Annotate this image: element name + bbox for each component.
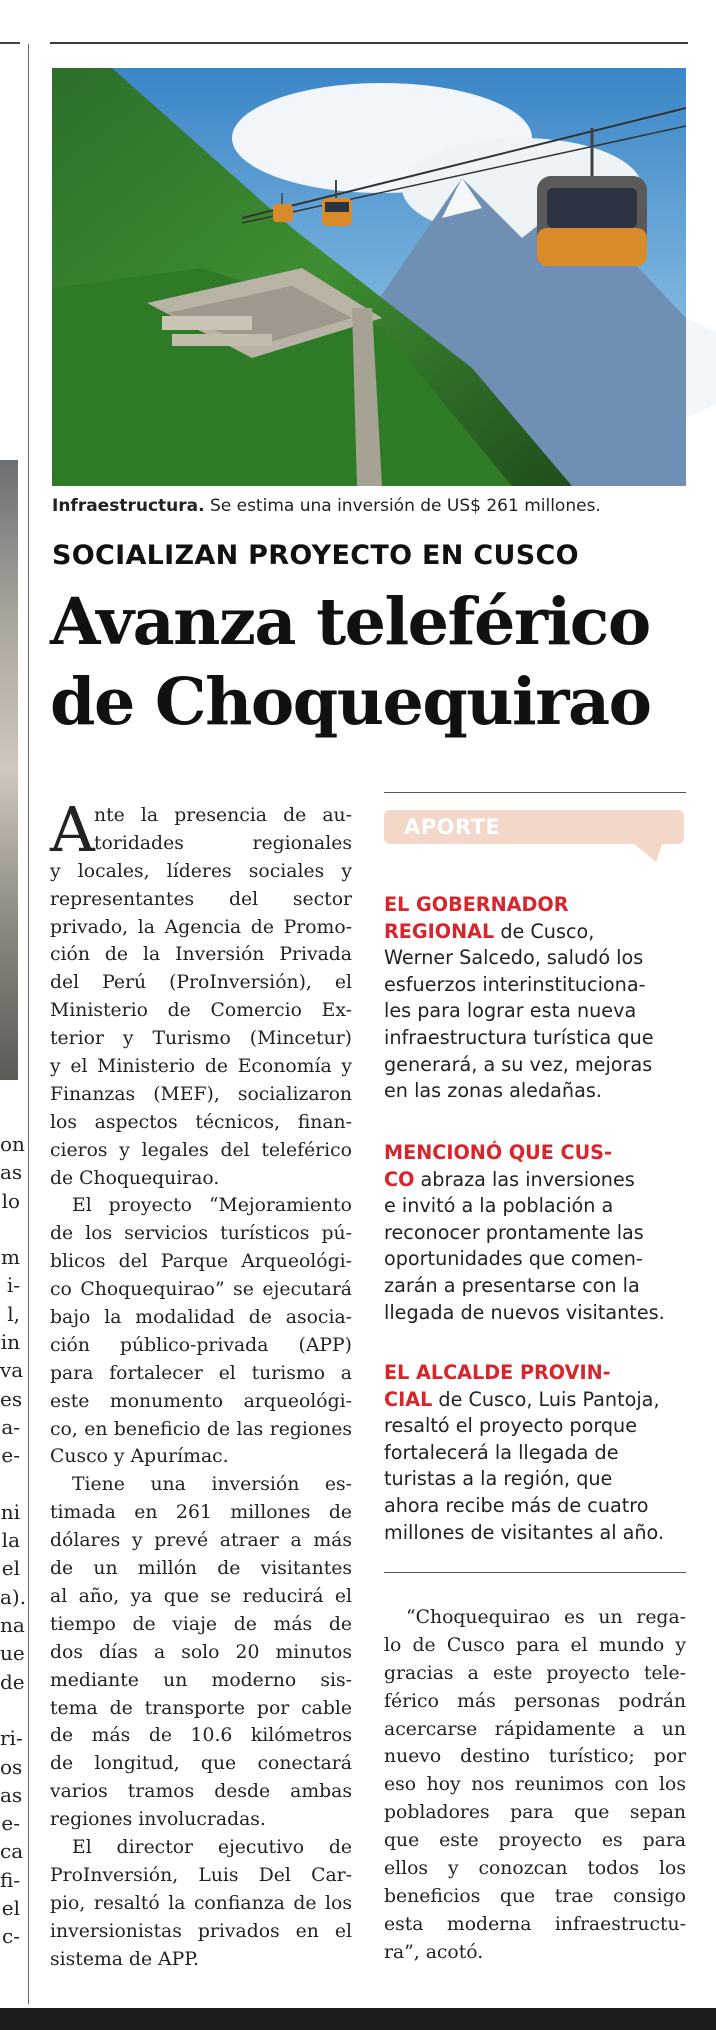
- sidebar-line: [384, 945, 688, 972]
- body-line: Tiene una inversión es-: [72, 1474, 352, 1496]
- body-line: ción público-privada (APP): [50, 1334, 352, 1356]
- quote-block: [384, 1604, 686, 1967]
- body-line: varios tramos desde ambas: [50, 1781, 352, 1803]
- sidebar-item: [384, 1360, 688, 1546]
- sidebar-item: [384, 1140, 688, 1326]
- body-line: de Choquequirao.: [50, 1167, 220, 1189]
- sidebar-line: [384, 1440, 688, 1467]
- aporte-label: APORTE: [404, 815, 501, 839]
- left-strip-rule: [0, 42, 20, 44]
- sidebar-text: generará, a su vez, mejoras: [384, 1052, 653, 1076]
- quote-line: pobladores para que sepan: [384, 1802, 686, 1824]
- left-strip-line: as: [0, 1160, 23, 1185]
- body-line: de más de 10.6 kilómetros: [50, 1725, 352, 1747]
- sidebar-rule: [384, 792, 686, 793]
- body-line: nte la presencia de au-: [94, 805, 352, 826]
- quote-line: lo de Cusco para el mundo y: [384, 1634, 686, 1656]
- cable-car-photo: [52, 68, 686, 486]
- quote-line: esta moderna infraestructu-: [384, 1913, 686, 1935]
- sidebar-text: en las zonas aledañas.: [384, 1079, 602, 1103]
- left-strip-line: l,: [7, 1301, 20, 1326]
- left-strip-line: in: [0, 1330, 20, 1355]
- left-strip-line: ue: [0, 1641, 25, 1666]
- sidebar-text: Werner Salcedo, saludó los: [384, 946, 644, 970]
- sidebar-text: ahora recibe más de cuatro: [384, 1493, 649, 1517]
- left-strip-line: a-: [1, 1414, 20, 1439]
- body-line: de longitud, que conectará: [50, 1753, 352, 1775]
- left-strip-line: la: [1, 1528, 20, 1553]
- sidebar-line: [384, 1387, 688, 1414]
- left-strip-line: [0, 1215, 20, 1243]
- sidebar-text: millones de visitantes al año.: [384, 1520, 665, 1544]
- left-strip-line: es: [0, 1386, 23, 1411]
- left-strip-line: m: [1, 1245, 20, 1270]
- sidebar-lead: EL GOBERNADOR: [384, 893, 569, 916]
- sidebar-lead: REGIONAL: [384, 919, 495, 943]
- sidebar-line: [384, 919, 688, 946]
- sidebar-text: infraestructura turística que: [384, 1025, 654, 1049]
- sidebar-line: [384, 1520, 688, 1547]
- body-line: Finanzas (MEF), socializaron: [50, 1083, 352, 1105]
- left-column-strip: [0, 0, 27, 2030]
- body-line: tema de transporte por cable: [50, 1697, 352, 1719]
- left-strip-line: de: [0, 1669, 25, 1694]
- body-line: dos días a solo 20 minutos: [50, 1641, 352, 1663]
- left-strip-line: va: [0, 1358, 24, 1383]
- sidebar-line: [384, 972, 688, 999]
- sidebar-item: [384, 892, 688, 1105]
- body-line: y el Ministerio de Economía y: [50, 1056, 352, 1078]
- quote-line: nuevo destino turístico; por: [384, 1746, 686, 1768]
- sidebar-line: [384, 1300, 688, 1327]
- left-strip-line: a).: [0, 1584, 27, 1609]
- article-body: [50, 793, 352, 1973]
- sidebar-text: fortalecerá la llegada de: [384, 1440, 619, 1464]
- body-line: de los servicios turísticos pú-: [50, 1223, 352, 1245]
- sidebar-line: [384, 892, 688, 919]
- body-line: de un millón de visitantes: [50, 1558, 352, 1580]
- body-line: timada en 261 millones de: [50, 1502, 352, 1524]
- body-line: El proyecto “Mejoramiento: [72, 1195, 352, 1217]
- headline-line: Avanza teleférico: [50, 584, 650, 660]
- left-strip-line: na: [0, 1613, 25, 1638]
- body-line: cieros y legales del teleférico: [50, 1139, 352, 1161]
- left-strip-line: ca: [0, 1839, 24, 1864]
- column-divider: [28, 44, 29, 2004]
- sidebar-text: turistas a la región, que: [384, 1467, 613, 1491]
- sidebar-lead: CIAL: [384, 1387, 433, 1411]
- sidebar-line: [384, 1493, 688, 1520]
- body-line: privado, la Agencia de Promo-: [50, 916, 352, 938]
- aporte-banner: [384, 810, 684, 844]
- sidebar-line: [384, 1466, 688, 1493]
- bottom-bar: [0, 2008, 716, 2030]
- sidebar-line: [384, 1413, 688, 1440]
- sidebar-line: [384, 1246, 688, 1273]
- body-line: tiempo de viaje de más de: [50, 1613, 352, 1635]
- body-line: toridades regionales: [94, 832, 352, 854]
- body-line: este monumento arqueológi-: [50, 1390, 352, 1412]
- body-line: dólares y prevé atraer a más: [50, 1530, 352, 1552]
- quote-line: férico más personas podrán: [384, 1690, 686, 1712]
- body-line: Cusco y Apurímac.: [50, 1446, 229, 1468]
- quote-line: beneficios que trae consigo: [384, 1885, 686, 1907]
- sidebar-lead: CO: [384, 1167, 415, 1191]
- body-line: y locales, líderes sociales y: [50, 860, 352, 882]
- body-line: regiones involucradas.: [50, 1809, 266, 1831]
- left-strip-line: lo: [1, 1188, 20, 1213]
- body-line: pio, resaltó la confianza de los: [50, 1892, 352, 1914]
- quote-line: acercarse rápidamente a un: [384, 1718, 686, 1740]
- left-strip-line: e-: [1, 1443, 20, 1468]
- body-line: co Choquequirao” se ejecutará: [50, 1279, 352, 1301]
- left-strip-line: os: [0, 1754, 23, 1779]
- left-strip-line: el: [1, 1556, 20, 1581]
- body-line: representantes del sector: [50, 888, 352, 910]
- left-strip-line: [0, 1470, 20, 1498]
- aporte-banner-tail: [634, 844, 662, 862]
- sidebar-line: [384, 1167, 688, 1194]
- body-line: Ministerio de Comercio Ex-: [50, 1000, 352, 1022]
- sidebar-line: [384, 1078, 688, 1105]
- quote-line: eso hoy nos reunimos con los: [384, 1774, 686, 1796]
- left-strip-line: el: [1, 1896, 20, 1921]
- sidebar-line: [384, 1025, 688, 1052]
- body-line: blicos del Parque Arqueológi-: [50, 1251, 352, 1273]
- quote-line: “Choquequirao es un rega-: [406, 1607, 686, 1628]
- sidebar-line: [384, 1273, 688, 1300]
- sidebar-text: llegada de nuevos visitantes.: [384, 1300, 665, 1324]
- body-line: terior y Turismo (Mincetur): [50, 1028, 352, 1050]
- left-strip-line: c-: [2, 1924, 20, 1949]
- sidebar-text: de Cusco,: [494, 919, 595, 943]
- quote-line: ra”, acotó.: [384, 1941, 484, 1963]
- sidebar-line: [384, 998, 688, 1025]
- body-line: sistema de APP.: [50, 1948, 200, 1970]
- left-strip-line: ni: [0, 1499, 20, 1524]
- body-line: El director ejecutivo de: [72, 1836, 352, 1858]
- caption-text: Se estima una inversión de US$ 261 millones.: [204, 496, 601, 516]
- sidebar-lead: MENCIONÓ QUE CUS-: [384, 1141, 612, 1164]
- body-line: bajo la modalidad de asocia-: [50, 1307, 352, 1329]
- caption-bold: Infraestructura.: [52, 496, 205, 516]
- sidebar-text: de Cusco, Luis Pantoja,: [432, 1387, 660, 1411]
- left-strip-line: as: [0, 1782, 23, 1807]
- quote-rule: [384, 1572, 686, 1573]
- sidebar-lead: EL ALCALDE PROVIN-: [384, 1361, 611, 1384]
- sidebar-line: [384, 1220, 688, 1247]
- left-strip-photo: [0, 460, 18, 1080]
- body-line: mediante un moderno sis-: [50, 1669, 352, 1691]
- body-line: al año, ya que se reducirá el: [50, 1585, 352, 1607]
- left-strip-text: [0, 1130, 27, 1951]
- left-strip-line: i-: [6, 1273, 20, 1298]
- body-line: inversionistas privados en el: [50, 1920, 352, 1942]
- body-line: para fortalecer el turismo a: [50, 1362, 352, 1384]
- left-strip-line: fi-: [0, 1867, 21, 1892]
- headline: [50, 582, 700, 742]
- drop-cap: A: [50, 793, 95, 866]
- sidebar-text: zarán a presentarse con la: [384, 1273, 640, 1297]
- sidebar-text: abraza las inversiones: [414, 1167, 635, 1191]
- left-strip-line: e-: [1, 1811, 20, 1836]
- body-line: co, en beneficio de las regiones: [50, 1418, 352, 1440]
- quote-line: que este proyecto es para: [384, 1830, 686, 1852]
- body-line: ción de la Inversión Privada: [50, 944, 352, 966]
- kicker: SOCIALIZAN PROYECTO EN CUSCO: [52, 540, 579, 571]
- quote-line: ellos y conozcan todos los: [384, 1858, 686, 1880]
- sidebar-line: [384, 1360, 688, 1387]
- sidebar-text: les para lograr esta nueva: [384, 999, 637, 1023]
- sidebar-line: [384, 1193, 688, 1220]
- left-strip-line: on: [0, 1132, 25, 1156]
- sidebar-line: [384, 1140, 688, 1167]
- sidebar-line: [384, 1052, 688, 1079]
- sidebar-text: resaltó el proyecto porque: [384, 1414, 638, 1438]
- top-rule: [50, 42, 688, 44]
- sidebar-text: reconocer prontamente las: [384, 1220, 644, 1244]
- sidebar-text: e invitó a la población a: [384, 1194, 614, 1218]
- body-line: del Perú (ProInversión), el: [50, 972, 352, 994]
- sidebar-text: esfuerzos interinstituciona-: [384, 972, 646, 996]
- headline-line: de Choquequirao: [50, 664, 651, 740]
- left-strip-line: ri-: [0, 1726, 23, 1751]
- body-line: los aspectos técnicos, finan-: [50, 1111, 352, 1133]
- sidebar-text: oportunidades que comen-: [384, 1247, 643, 1271]
- body-line: ProInversión, Luis Del Car-: [50, 1864, 352, 1886]
- left-strip-line: [0, 1696, 20, 1724]
- quote-line: gracias a este proyecto tele-: [384, 1662, 686, 1684]
- photo-caption: [52, 494, 692, 518]
